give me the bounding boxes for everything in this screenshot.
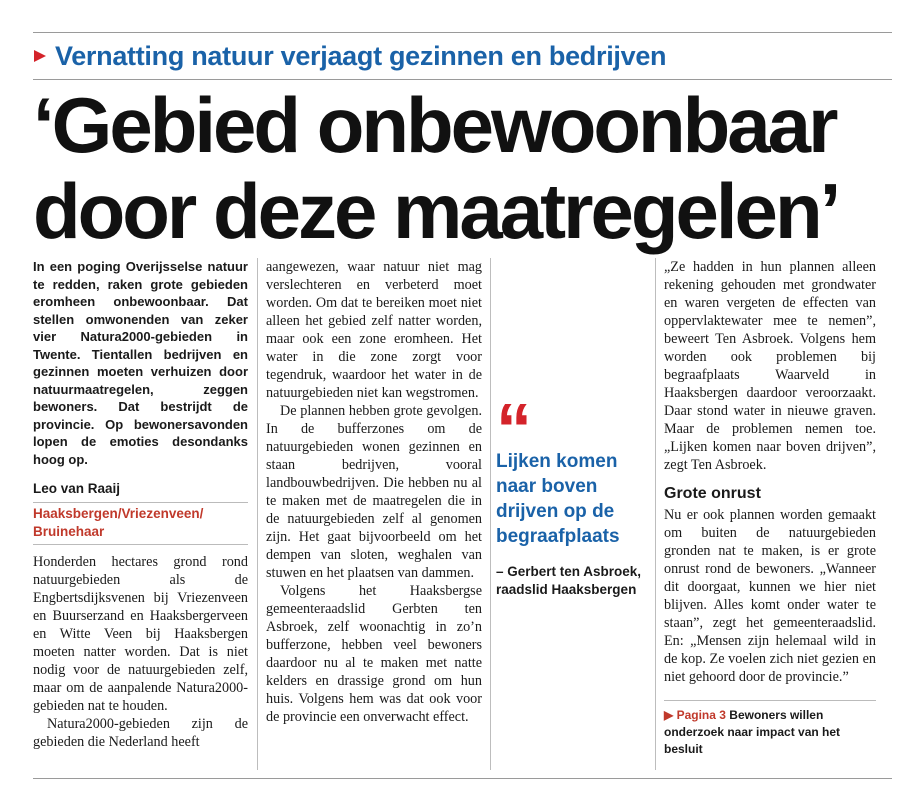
article-column-4	[664, 258, 876, 758]
headline-line-2: door deze maatregelen’	[33, 167, 839, 255]
page-reference-text: Bewoners willen onderzoek naar impact van het besluit	[664, 708, 841, 756]
byline: Leo van Raaij	[33, 481, 121, 496]
dateline: Haaksbergen/Vriezenveen/ Bruinehaar	[33, 502, 248, 545]
headline-line-1: ‘Gebied onbewoonbaar	[33, 81, 836, 169]
pull-quote-text: Lijken komen naar boven drijven op de begraafplaats	[496, 451, 620, 547]
column-divider	[257, 258, 258, 770]
page-reference-number: Pagina 3	[676, 708, 726, 722]
play-arrow-icon	[33, 49, 47, 63]
quote-mark-icon: “	[496, 390, 528, 470]
page-reference[interactable]	[664, 707, 876, 758]
bottom-rule	[33, 778, 892, 779]
kicker-rule	[33, 79, 892, 80]
kicker-bar	[33, 36, 666, 76]
article-column-2	[266, 258, 482, 726]
pull-quote-attribution: – Gerbert ten Asbroek, raadslid Haaksbergen	[496, 564, 642, 597]
body-paragraph: aangewezen, waar natuur niet mag verslechteren en verbeterd moet worden. Om dat te bereiken moet niet alleen het gebied zelf natter worden, maar ook een zone eromheen. Het water in die zone zorgt voor tegendruk, waardoor het water in de natuurgebieden niet kan wegstromen.	[266, 259, 482, 401]
body-paragraph: Nu er ook plannen worden gemaakt om buiten de natuurgebieden gronden nat te maken, is er grote onrust rond de bewoners. „Wanneer dit doorgaat, kunnen we hier niet blijven. Alles komt onder water te staan”, zegt het gemeenteraadslid. En: „Mensen zijn helemaal wild in de kop. Ze voelen zich niet gezien en niet gehoord door de provincie.”	[664, 507, 876, 685]
subheading: Grote onrust	[664, 485, 761, 502]
headline	[33, 82, 893, 254]
body-paragraph: Volgens het Haaksbergse gemeenteraadslid Gerbten ten Asbroek, zelf woonachtig in zo’n bufferzone, hebben veel bewoners daardoor nu al te maken met natte kelders en drassige grond om hun huis. Volgens hem was dat ook voor de provincie een onverwacht effect.	[266, 583, 482, 725]
column-divider	[490, 258, 491, 770]
kicker: Vernatting natuur verjaagt gezinnen en bedrijven	[55, 40, 667, 71]
play-arrow-icon: ▶	[664, 708, 674, 722]
body-paragraph: Natura2000-gebieden zijn de gebieden die Nederland heeft	[33, 716, 248, 750]
column-divider	[655, 258, 656, 770]
lead-paragraph: In een poging Overijsselse natuur te redden, raken grote gebieden eromheen onbewoonbaar. Dat stellen omwonenden van zeker vier Natura2000-gebieden in Twente. Tientallen bedrijven en gezinnen moeten verhuizen door natuurmaatregelen, zeggen bewoners. Dat bestrijdt de provincie. Op bewonersavonden lopen de emoties desondanks hoog op.	[33, 259, 248, 467]
top-rule	[33, 32, 892, 33]
article-column-1	[33, 258, 248, 751]
reference-rule	[664, 700, 876, 701]
pull-quote	[496, 390, 646, 599]
body-paragraph: „Ze hadden in hun plannen alleen rekening gehouden met grondwater en waren vergeten de effecten van oppervlaktewater mee te nemen”, beweert Ten Asbroek. Volgens hem worden ook problemen bij begraafplaats Waarveld in Haaksbergen daardoor veroorzaakt. Daar stond water in nieuwe graven. Maar de problemen nemen toe. „Lijken komen naar boven drijven”, zegt Ten Asbroek.	[664, 259, 876, 473]
body-paragraph: De plannen hebben grote gevolgen. In de bufferzones om de natuurgebieden wonen gezinnen en staan bedrijven, vooral landbouwbedrijven. Die hebben nu al te maken met de maatregelen die in de natuurgebieden zelf al genomen zijn. Het gaat bijvoorbeeld om het dempen van sloten, weghalen van stuwen en het plaatsen van dammen.	[266, 403, 482, 581]
body-paragraph: Honderden hectares grond rond natuurgebieden als de Engbertsdijksvenen bij Vriezenveen en Buurserzand en Haaksbergerveen en Witte Veen bij Haaksbergen moeten natter worden. Dat is niet nodig voor de natuurgebieden zelf, maar om de aanpalende Natura2000-gebieden nat te houden.	[33, 554, 248, 714]
